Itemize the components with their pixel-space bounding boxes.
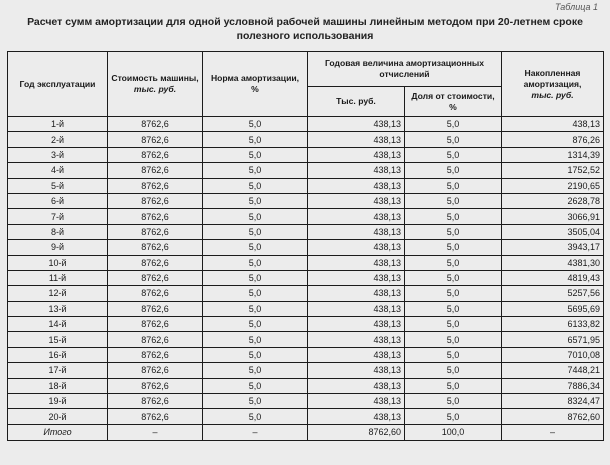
cell-year: 9-й [8, 240, 108, 255]
cell-norm: 5,0 [203, 224, 308, 239]
cell-cost: 8762,6 [108, 193, 203, 208]
cell-norm: 5,0 [203, 332, 308, 347]
cell-year: 3-й [8, 147, 108, 162]
cell-cost: 8762,6 [108, 363, 203, 378]
table-row [8, 332, 604, 347]
cell-amount: 438,13 [308, 409, 405, 424]
cell-share: 5,0 [405, 117, 502, 132]
header-annual-thousand: Тыс. руб. [308, 87, 405, 117]
cell-year: 5-й [8, 178, 108, 193]
table-row [8, 193, 604, 208]
cell-accumulated: 5257,56 [502, 286, 604, 301]
cell-norm: 5,0 [203, 117, 308, 132]
cell-accumulated: 438,13 [502, 117, 604, 132]
table-row [8, 394, 604, 409]
cell-accumulated: 3505,04 [502, 224, 604, 239]
total-share: 100,0 [405, 424, 502, 440]
cell-accumulated: 6571,95 [502, 332, 604, 347]
cell-accumulated: 4819,43 [502, 270, 604, 285]
cell-accumulated: 7886,34 [502, 378, 604, 393]
table-row [8, 255, 604, 270]
cell-cost: 8762,6 [108, 147, 203, 162]
cell-cost: 8762,6 [108, 286, 203, 301]
cell-accumulated: 8762,60 [502, 409, 604, 424]
table-title: Расчет сумм амортизации для одной условной рабочей машины линейным методом при 20-летнем сроке полезного использования [27, 16, 583, 42]
cell-amount: 438,13 [308, 270, 405, 285]
cell-share: 5,0 [405, 378, 502, 393]
cell-norm: 5,0 [203, 178, 308, 193]
cell-share: 5,0 [405, 286, 502, 301]
cell-accumulated: 1752,52 [502, 163, 604, 178]
cell-norm: 5,0 [203, 378, 308, 393]
cell-accumulated: 4381,30 [502, 255, 604, 270]
cell-accumulated: 8324,47 [502, 394, 604, 409]
total-cost: – [108, 424, 203, 440]
cell-year: 16-й [8, 347, 108, 362]
cell-norm: 5,0 [203, 409, 308, 424]
cell-amount: 438,13 [308, 132, 405, 147]
cell-cost: 8762,6 [108, 270, 203, 285]
cell-amount: 438,13 [308, 363, 405, 378]
header-annual-share: Доля от стоимости, % [405, 87, 502, 117]
cell-year: 13-й [8, 301, 108, 316]
cell-amount: 438,13 [308, 347, 405, 362]
table-row [8, 409, 604, 424]
cell-norm: 5,0 [203, 286, 308, 301]
cell-accumulated: 7010,08 [502, 347, 604, 362]
cell-norm: 5,0 [203, 347, 308, 362]
table-row [8, 286, 604, 301]
cell-amount: 438,13 [308, 224, 405, 239]
cell-cost: 8762,6 [108, 240, 203, 255]
cell-norm: 5,0 [203, 209, 308, 224]
table-row [8, 209, 604, 224]
cell-norm: 5,0 [203, 301, 308, 316]
cell-share: 5,0 [405, 178, 502, 193]
header-cost: Стоимость машины, тыс. руб. [108, 52, 203, 117]
cell-norm: 5,0 [203, 394, 308, 409]
cell-amount: 438,13 [308, 163, 405, 178]
cell-cost: 8762,6 [108, 347, 203, 362]
cell-share: 5,0 [405, 409, 502, 424]
cell-accumulated: 7448,21 [502, 363, 604, 378]
cell-share: 5,0 [405, 132, 502, 147]
cell-share: 5,0 [405, 317, 502, 332]
cell-share: 5,0 [405, 255, 502, 270]
table-row [8, 301, 604, 316]
table-row [8, 317, 604, 332]
cell-cost: 8762,6 [108, 255, 203, 270]
cell-accumulated: 6133,82 [502, 317, 604, 332]
cell-norm: 5,0 [203, 193, 308, 208]
cell-share: 5,0 [405, 193, 502, 208]
cell-year: 14-й [8, 317, 108, 332]
cell-amount: 438,13 [308, 255, 405, 270]
table-row [8, 347, 604, 362]
cell-year: 17-й [8, 363, 108, 378]
header-row-1 [8, 52, 604, 87]
cell-share: 5,0 [405, 270, 502, 285]
table-row [8, 163, 604, 178]
table-row [8, 270, 604, 285]
cell-cost: 8762,6 [108, 301, 203, 316]
total-norm: – [203, 424, 308, 440]
cell-cost: 8762,6 [108, 317, 203, 332]
header-annual-group: Годовая величина амортизационных отчислений [308, 52, 502, 87]
cell-norm: 5,0 [203, 132, 308, 147]
cell-cost: 8762,6 [108, 224, 203, 239]
cell-norm: 5,0 [203, 240, 308, 255]
cell-amount: 438,13 [308, 286, 405, 301]
cell-share: 5,0 [405, 332, 502, 347]
table-row [8, 378, 604, 393]
cell-amount: 438,13 [308, 332, 405, 347]
cell-share: 5,0 [405, 163, 502, 178]
cell-accumulated: 3066,91 [502, 209, 604, 224]
cell-accumulated: 3943,17 [502, 240, 604, 255]
table-row [8, 240, 604, 255]
cell-cost: 8762,6 [108, 378, 203, 393]
cell-share: 5,0 [405, 394, 502, 409]
total-amount: 8762,60 [308, 424, 405, 440]
cell-amount: 438,13 [308, 378, 405, 393]
cell-share: 5,0 [405, 147, 502, 162]
total-row [8, 424, 604, 440]
cell-cost: 8762,6 [108, 409, 203, 424]
cell-year: 12-й [8, 286, 108, 301]
cell-year: 4-й [8, 163, 108, 178]
cell-year: 8-й [8, 224, 108, 239]
header-norm: Норма амортизации, % [203, 52, 308, 117]
cell-year: 15-й [8, 332, 108, 347]
table-row [8, 132, 604, 147]
cell-cost: 8762,6 [108, 117, 203, 132]
cell-accumulated: 2190,65 [502, 178, 604, 193]
cell-amount: 438,13 [308, 394, 405, 409]
table-row [8, 178, 604, 193]
cell-amount: 438,13 [308, 317, 405, 332]
cell-norm: 5,0 [203, 363, 308, 378]
cell-cost: 8762,6 [108, 132, 203, 147]
cell-cost: 8762,6 [108, 332, 203, 347]
cell-share: 5,0 [405, 301, 502, 316]
cell-share: 5,0 [405, 363, 502, 378]
cell-norm: 5,0 [203, 270, 308, 285]
cell-accumulated: 2628,78 [502, 193, 604, 208]
cell-year: 7-й [8, 209, 108, 224]
cell-share: 5,0 [405, 347, 502, 362]
cell-amount: 438,13 [308, 117, 405, 132]
cell-cost: 8762,6 [108, 163, 203, 178]
cell-accumulated: 876,26 [502, 132, 604, 147]
cell-year: 6-й [8, 193, 108, 208]
table-row [8, 147, 604, 162]
cell-year: 1-й [8, 117, 108, 132]
cell-year: 19-й [8, 394, 108, 409]
cell-amount: 438,13 [308, 240, 405, 255]
total-accum: – [502, 424, 604, 440]
cell-share: 5,0 [405, 209, 502, 224]
cell-norm: 5,0 [203, 147, 308, 162]
table-row [8, 224, 604, 239]
cell-amount: 438,13 [308, 209, 405, 224]
header-year: Год эксплуатации [8, 52, 108, 117]
cell-norm: 5,0 [203, 317, 308, 332]
table-row [8, 363, 604, 378]
cell-amount: 438,13 [308, 301, 405, 316]
table-row [8, 117, 604, 132]
cell-share: 5,0 [405, 224, 502, 239]
cell-cost: 8762,6 [108, 394, 203, 409]
cell-norm: 5,0 [203, 163, 308, 178]
cell-norm: 5,0 [203, 255, 308, 270]
cell-amount: 438,13 [308, 147, 405, 162]
cell-year: 20-й [8, 409, 108, 424]
cell-accumulated: 1314,39 [502, 147, 604, 162]
amortization-table [7, 51, 604, 441]
cell-amount: 438,13 [308, 193, 405, 208]
total-label: Итого [8, 424, 108, 440]
cell-year: 11-й [8, 270, 108, 285]
cell-year: 10-й [8, 255, 108, 270]
cell-year: 18-й [8, 378, 108, 393]
header-accumulated: Накопленная амортизация, тыс. руб. [502, 52, 604, 117]
cell-cost: 8762,6 [108, 209, 203, 224]
table-label: Таблица 1 [554, 2, 598, 12]
cell-share: 5,0 [405, 240, 502, 255]
cell-cost: 8762,6 [108, 178, 203, 193]
cell-amount: 438,13 [308, 178, 405, 193]
cell-accumulated: 5695,69 [502, 301, 604, 316]
cell-year: 2-й [8, 132, 108, 147]
table-body [8, 117, 604, 441]
